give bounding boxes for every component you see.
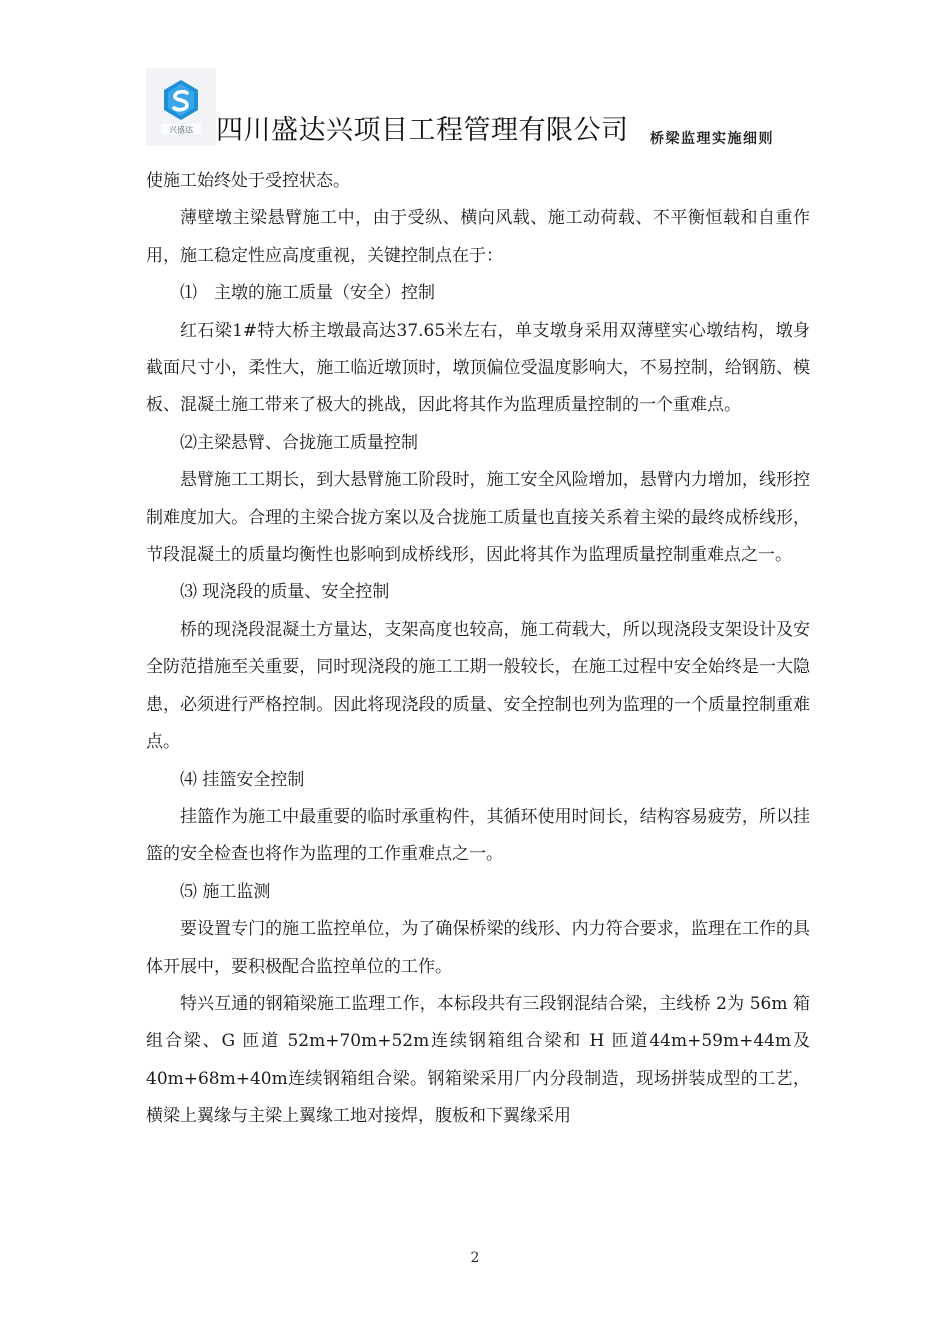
- logo-emblem-icon: [146, 68, 216, 146]
- section-heading: ⑶ 现浇段的质量、安全控制: [180, 582, 390, 603]
- paragraph: 悬臂施工工期长，到大悬臂施工阶段时，施工安全风险增加，悬臂内力增加，线形控制难度加大。合理的主梁合拢方案以及合拢施工质量也直接关系着主梁的最终成桥线形，节段混凝土的质量均衡性也影响到成桥线形，因此将其作为监理质量控制重难点之一。: [146, 470, 810, 566]
- paragraph: 特兴互通的钢箱梁施工监理工作，本标段共有三段钢混结合梁，主线桥 2为 56m 箱组合梁、G 匝道 52m+70m+52m连续钢箱组合梁和 H 匝道44m+59m+44m及40m+68m+40m连续钢箱组合梁。钢箱梁采用厂内分段制造，现场拼装成型的工艺，横梁上翼缘与主梁上翼缘工地对接焊，腹板和下翼缘采用: [146, 993, 810, 1127]
- logo-text: 兴盛达: [169, 125, 193, 135]
- paragraph: 挂篮作为施工中最重要的临时承重构件，其循环使用时间长，结构容易疲劳，所以挂篮的安全检查也将作为监理的工作重难点之一。: [146, 806, 810, 865]
- page-number: 2: [470, 1250, 480, 1266]
- company-logo: [146, 68, 216, 146]
- paragraph: 使施工始终处于受控状态。: [146, 171, 350, 191]
- section-heading: ⑷ 挂篮安全控制: [180, 769, 305, 790]
- document-body: [146, 163, 810, 1136]
- section-heading: ⑴ 主墩的施工质量（安全）控制: [180, 283, 435, 304]
- company-name: 四川盛达兴项目工程管理有限公司: [216, 115, 629, 146]
- paragraph: 薄壁墩主梁悬臂施工中，由于受纵、横向风载、施工动荷载、不平衡恒载和自重作用，施工稳定性应高度重视，关键控制点在于：: [146, 208, 810, 266]
- paragraph: 要设置专门的施工监控单位，为了确保桥梁的线形、内力符合要求，监理在工作的具体开展中，要积极配合监控单位的工作。: [146, 919, 810, 977]
- paragraph: 红石梁1#特大桥主墩最高达37.65米左右，单支墩身采用双薄壁实心墩结构，墩身截面尺寸小，柔性大，施工临近墩顶时，墩顶偏位受温度影响大，不易控制，给钢筋、模板、混凝土施工带来了极大的挑战，因此将其作为监理质量控制的一个重难点。: [146, 320, 810, 416]
- paragraph: 桥的现浇段混凝土方量达，支架高度也较高，施工荷载大，所以现浇段支架设计及安全防范措施至关重要，同时现浇段的施工工期一般较长，在施工过程中安全始终是一大隐患，必须进行严格控制。因此将现浇段的质量、安全控制也列为监理的一个质量控制重难点。: [146, 619, 810, 753]
- section-heading: ⑸ 施工监测: [180, 881, 271, 902]
- section-heading: ⑵主梁悬臂、合拢施工质量控制: [180, 432, 418, 453]
- document-title: 桥梁监理实施细则: [650, 131, 774, 147]
